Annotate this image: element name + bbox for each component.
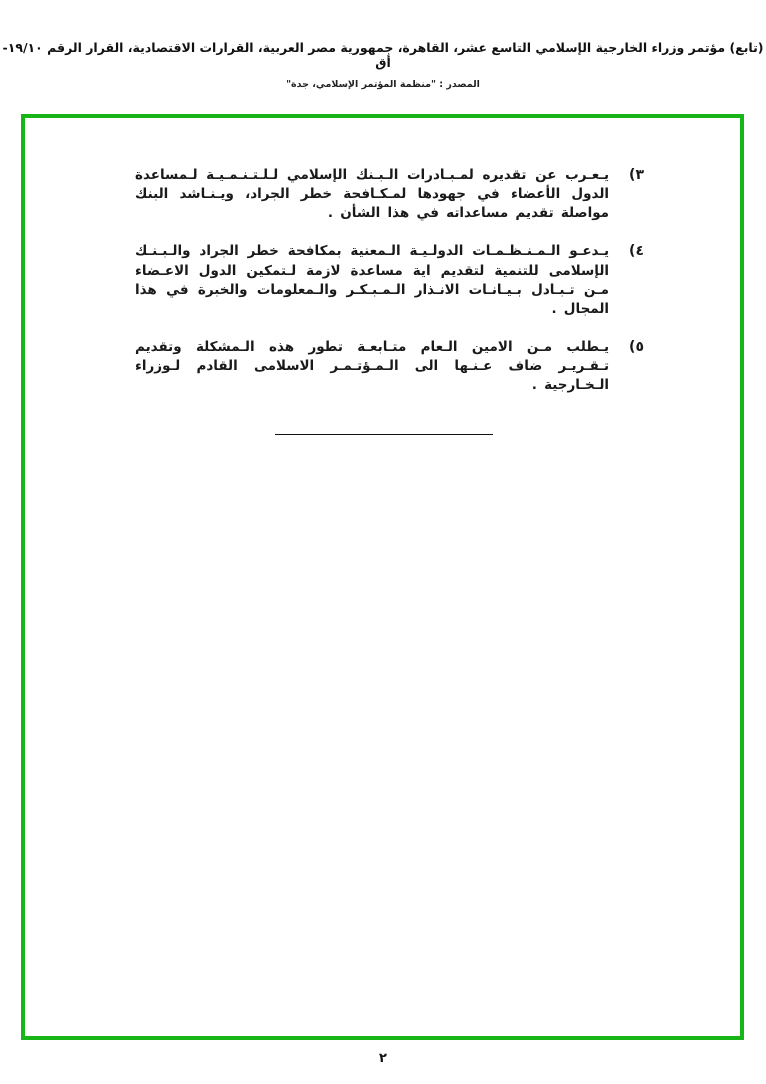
section-separator-line [275, 434, 493, 435]
header-source-line: المصدر : "منظمة المؤتمر الإسلامي، جدة" [286, 79, 480, 90]
document-content [25, 118, 740, 435]
document-frame [21, 114, 744, 1040]
paragraph-number: ٥) [629, 339, 644, 356]
paragraph-text: يـدعـو الـمـنـظـمـات الدولـيـة الـمعنية بمكافحة خطر الجراد والـبـنـك الإسلامى للتنمية لتقديم اية مساعدة لازمة لـتمكين الدول الاعـضاء مـن تـبـادل بـيـانـات الانـذار الـمـبـكـر والـمعلومات والخبرة في هذا المجال . [135, 243, 610, 317]
paragraph-number: ٣) [629, 167, 644, 183]
page-number: ٢ [379, 1051, 387, 1066]
paragraph-number: ٤) [629, 243, 644, 260]
resolution-paragraph-5 [135, 338, 644, 395]
resolution-paragraph-3 [135, 166, 644, 223]
header-title-line: (تابع) مؤتمر وزراء الخارجية الإسلامي التاسع عشر، القاهرة، جمهورية مصر العربية، القرارات الاقتصادية، القرار الرقم ١٩/١٠-أق [2, 40, 764, 70]
document-header [0, 40, 766, 90]
paragraph-text: يـطلب مـن الامين الـعام متـابعـة تطور هذه الـمشكلة وتقديم تـقـريـر ضاف عـنـها الى الـمـؤتـمـر الاسلامى القادم لـوزراء الـخـارجية . [135, 339, 610, 394]
paragraph-text: يـعـرب عن تقديره لمـبـادرات الـبـنك الإسلامي لـلـتـنـمـيـة لـمساعدة الدول الأعضاء في جهودها لمـكـافحة خطر الجراد، ويـنـاشد البنك مواصلة تقديم مساعداته في هذا الشأن . [135, 167, 610, 222]
resolution-paragraph-4 [135, 242, 644, 319]
